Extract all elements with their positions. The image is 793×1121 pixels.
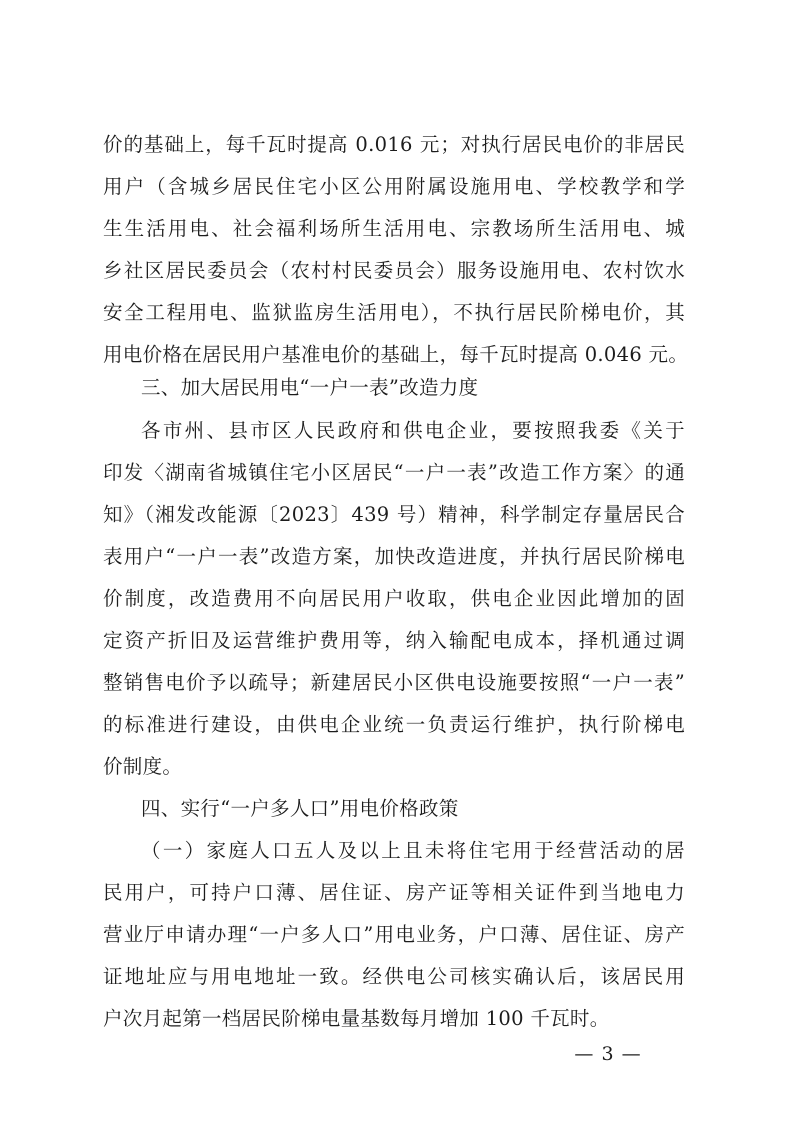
body-line: 价制度，改造费用不向居民用户收取，供电企业因此增加的固 — [103, 587, 685, 610]
body-line: 定资产折旧及运营维护费用等，纳入输配电成本，择机通过调 — [103, 629, 685, 652]
body-line: 营业厅申请办理“一户多人口”用电业务，户口薄、居住证、房产 — [103, 923, 685, 946]
body-line: 用户（含城乡居民住宅小区公用附属设施用电、学校教学和学 — [103, 175, 685, 198]
body-line: 用电价格在居民用户基准电价的基础上，每千瓦时提高 0.046 元。 — [103, 343, 689, 366]
body-line: 表用户“一户一表”改造方案，加快改造进度，并执行居民阶梯电 — [103, 545, 685, 568]
body-line: 民用户，可持户口薄、居住证、房产证等相关证件到当地电力 — [103, 881, 685, 904]
body-line: 知》（湘发改能源〔2023〕439 号）精神，科学制定存量居民合 — [103, 503, 685, 526]
body-line: 户次月起第一档居民阶梯电量基数每月增加 100 千瓦时。 — [103, 1007, 610, 1030]
body-line: 的标准进行建设，由供电企业统一负责运行维护，执行阶梯电 — [103, 713, 685, 736]
body-line: 印发〈湖南省城镇住宅小区居民“一户一表”改造工作方案〉的通 — [103, 461, 685, 484]
body-line: 生生活用电、社会福利场所生活用电、宗教场所生活用电、城 — [103, 217, 685, 240]
page-number: — 3 — — [574, 1043, 642, 1065]
body-line: 安全工程用电、监狱监房生活用电），不执行居民阶梯电价，其 — [103, 301, 685, 324]
body-line: 乡社区居民委员会（农村村民委员会）服务设施用电、农村饮水 — [103, 259, 685, 282]
body-line: 证地址应与用电地址一致。经供电公司核实确认后，该居民用 — [103, 965, 685, 988]
body-line: 价的基础上，每千瓦时提高 0.016 元；对执行居民电价的非居民 — [103, 133, 685, 156]
section-heading: 四、实行“一户多人口”用电价格政策 — [141, 797, 459, 820]
body-line: 整销售电价予以疏导；新建居民小区供电设施要按照“一户一表” — [103, 671, 685, 694]
body-line: 各市州、县市区人民政府和供电企业，要按照我委《关于 — [141, 419, 685, 442]
section-heading: 三、加大居民用电“一户一表”改造力度 — [141, 376, 479, 399]
body-line: 价制度。 — [103, 755, 183, 778]
body-line: （一）家庭人口五人及以上且未将住宅用于经营活动的居 — [141, 839, 685, 862]
